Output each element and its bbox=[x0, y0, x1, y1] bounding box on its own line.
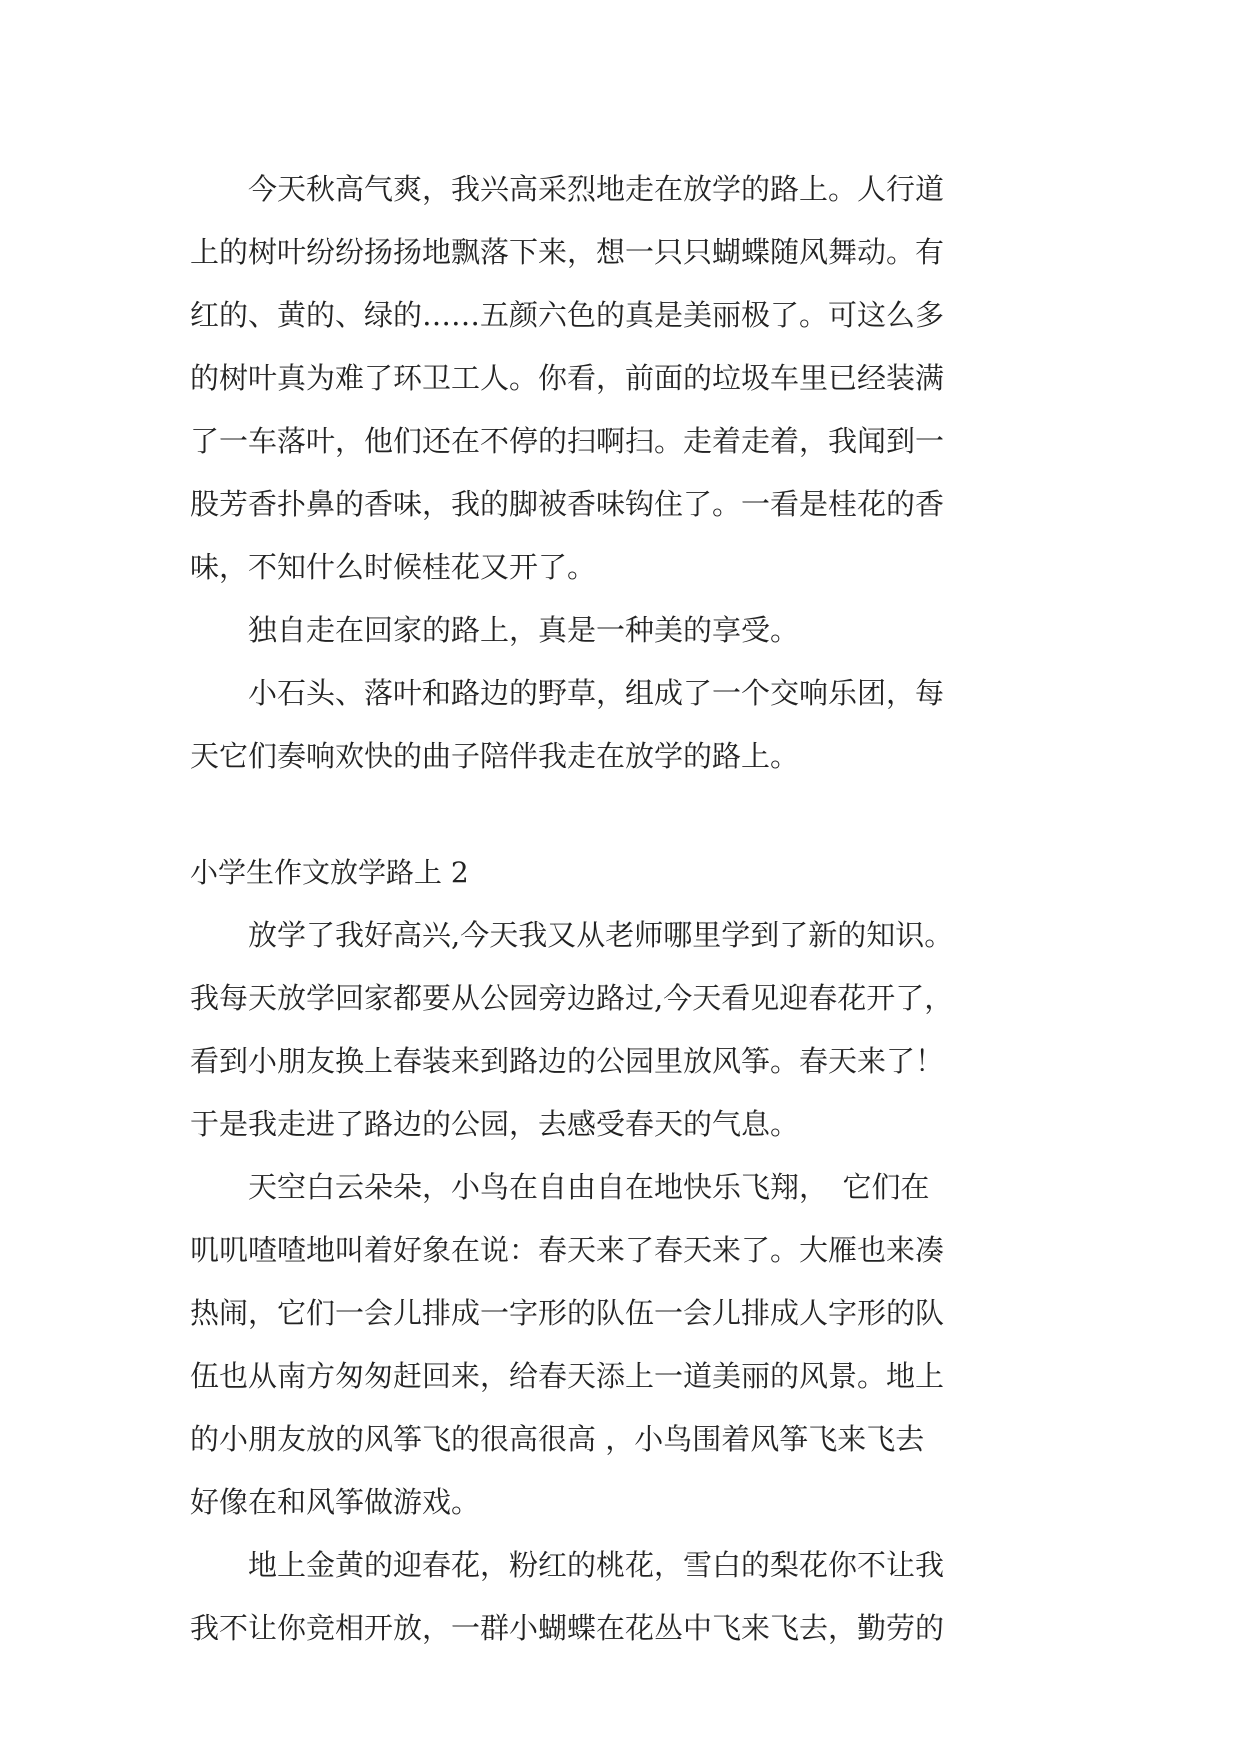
text-line: 今天秋高气爽，我兴高采烈地走在放学的路上。人行道 bbox=[190, 172, 945, 206]
text-line: 伍也从南方匆匆赶回来，给春天添上一道美丽的风景。地上 bbox=[190, 1359, 945, 1393]
text-line: 味，不知什么时候桂花又开了。 bbox=[190, 550, 597, 584]
text-line: 股芳香扑鼻的香味，我的脚被香味钩住了。一看是桂花的香 bbox=[190, 487, 945, 521]
text-line: 天空白云朵朵，小鸟在自由自在地快乐飞翔， 它们在 bbox=[190, 1170, 930, 1204]
section-gap bbox=[190, 788, 1070, 824]
text-line: 红的、黄的、绿的……五颜六色的真是美丽极了。可这么多 bbox=[190, 298, 945, 332]
text-line: 的树叶真为难了环卫工人。你看，前面的垃圾车里已经装满 bbox=[190, 361, 945, 395]
paragraph bbox=[190, 1156, 1070, 1534]
paragraph bbox=[190, 1534, 1070, 1660]
section-heading: 小学生作文放学路上 2 bbox=[190, 856, 469, 889]
paragraph bbox=[190, 599, 1070, 662]
text-line: 的小朋友放的风筝飞的很高很高 ，小鸟围着风筝飞来飞去 bbox=[190, 1422, 925, 1456]
text-line: 我每天放学回家都要从公园旁边路过,今天看见迎春花开了， bbox=[190, 981, 954, 1015]
essay-body bbox=[190, 158, 1070, 1660]
paragraph bbox=[190, 662, 1070, 788]
text-line: 天它们奏响欢快的曲子陪伴我走在放学的路上。 bbox=[190, 739, 800, 773]
text-line: 小石头、落叶和路边的野草，组成了一个交响乐团，每 bbox=[190, 676, 945, 710]
text-line: 于是我走进了路边的公园，去感受春天的气息。 bbox=[190, 1107, 800, 1141]
text-line: 看到小朋友换上春装来到路边的公园里放风筝。春天来了！ bbox=[190, 1044, 945, 1078]
paragraph bbox=[190, 158, 1070, 599]
text-line: 放学了我好高兴,今天我又从老师哪里学到了新的知识。 bbox=[190, 918, 954, 952]
text-line: 热闹，它们一会儿排成一字形的队伍一会儿排成人字形的队 bbox=[190, 1296, 945, 1330]
text-line: 好像在和风筝做游戏。 bbox=[190, 1485, 481, 1519]
text-line: 了一车落叶，他们还在不停的扫啊扫。走着走着，我闻到一 bbox=[190, 424, 945, 458]
text-line: 地上金黄的迎春花，粉红的桃花，雪白的梨花你不让我 bbox=[190, 1548, 945, 1582]
text-line: 独自走在回家的路上，真是一种美的享受。 bbox=[190, 613, 800, 647]
text-line: 上的树叶纷纷扬扬地飘落下来，想一只只蝴蝶随风舞动。有 bbox=[190, 235, 945, 269]
paragraph bbox=[190, 904, 1070, 1156]
text-line: 我不让你竞相开放，一群小蝴蝶在花丛中飞来飞去，勤劳的 bbox=[190, 1611, 945, 1645]
text-line: 叽叽喳喳地叫着好象在说：春天来了春天来了。大雁也来凑 bbox=[190, 1233, 945, 1267]
